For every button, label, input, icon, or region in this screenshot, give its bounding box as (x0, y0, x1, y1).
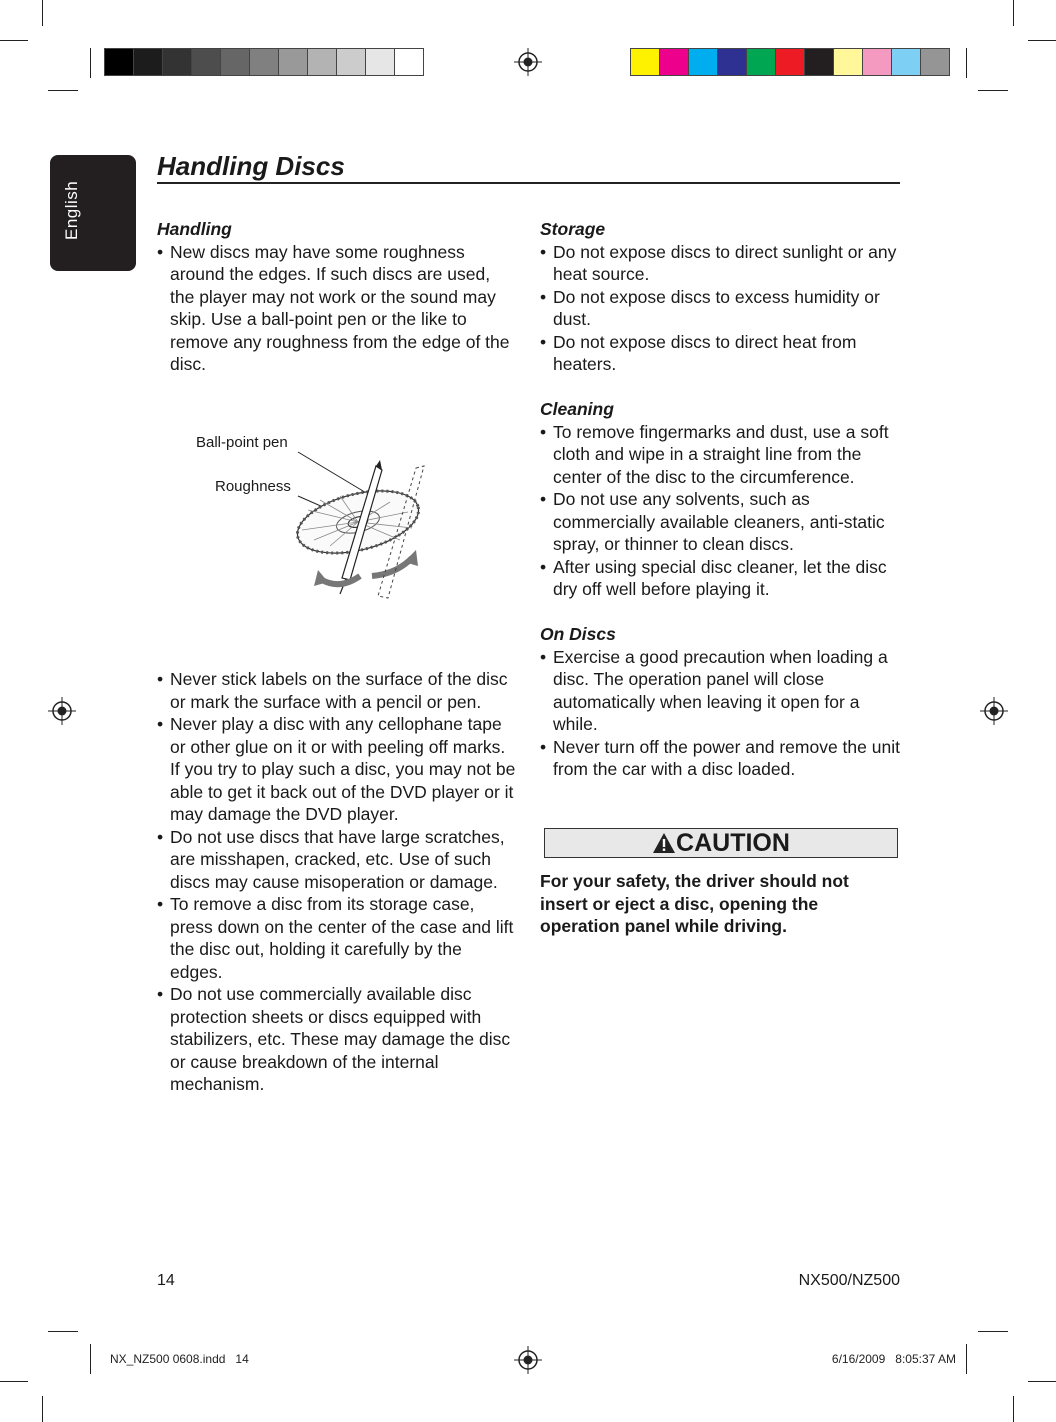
crop-mark (0, 40, 28, 41)
list-item: • Do not expose discs to excess humidity or dust. (540, 286, 900, 331)
caution-text: For your safety, the driver should not insert or eject a disc, opening the operation panel while driving. (540, 871, 849, 936)
list-item: • Never stick labels on the surface of the disc or mark the surface with a pencil or pen. (157, 668, 517, 713)
registration-mark-icon (48, 697, 76, 725)
list-item: • Do not use any solvents, such as commercially available cleaners, anti-static spray, or thinner to clean discs. (540, 488, 900, 556)
color-swatch (307, 48, 337, 76)
bullet-list (157, 241, 517, 376)
crop-mark (966, 1344, 967, 1374)
registration-mark-icon (514, 1346, 542, 1374)
model-name: NX500/NZ500 (798, 1272, 900, 1289)
file-slug: NX_NZ500 0608.indd 14 (110, 1352, 249, 1366)
crop-mark (48, 1331, 78, 1332)
section-heading: Storage (540, 219, 606, 239)
color-swatch (133, 48, 163, 76)
crop-mark (42, 1396, 43, 1422)
color-swatch (833, 48, 863, 76)
crop-mark (1013, 0, 1014, 26)
page-title: Handling Discs (157, 150, 900, 184)
list-item: • Exercise a good precaution when loading a disc. The operation panel will close automatically when leaving it open for a while. (540, 646, 900, 736)
color-swatch (336, 48, 366, 76)
disc-care-list (157, 668, 517, 1096)
color-swatch (191, 48, 221, 76)
caution-banner (544, 828, 898, 858)
color-swatch (862, 48, 892, 76)
list-item: • Do not expose discs to direct sunlight or any heat source. (540, 241, 900, 286)
right-column (540, 218, 900, 781)
color-swatch (688, 48, 718, 76)
disc-with-pen-drawing (190, 430, 450, 610)
bullet-list (157, 668, 517, 1096)
color-swatch (365, 48, 395, 76)
list-item: • New discs may have some roughness around the edges. If such discs are used, the player may not work or the sound may skip. Use a ball-point pen or the like to remove any roughness from the edge of the disc. (157, 241, 517, 376)
section-heading: Cleaning (540, 399, 614, 419)
color-swatch (717, 48, 747, 76)
bullet-list (540, 421, 900, 601)
section-heading: Handling (157, 219, 232, 239)
list-item: • Do not use discs that have large scratches, are misshapen, cracked, etc. Use of such discs may cause misoperation or damage. (157, 826, 517, 894)
caution-label: CAUTION (676, 828, 790, 857)
warning-triangle-icon (652, 832, 676, 854)
page-number: 14 (157, 1272, 175, 1289)
color-swatch (804, 48, 834, 76)
section-heading: On Discs (540, 624, 616, 644)
list-item: • To remove a disc from its storage case, press down on the center of the case and lift the disc out, holding it carefully by the edges. (157, 893, 517, 983)
list-item: • To remove fingermarks and dust, use a soft cloth and wipe in a straight line from the center of the disc to the circumference. (540, 421, 900, 489)
crop-mark (978, 1331, 1008, 1332)
bullet-list (540, 241, 900, 376)
language-tab-label: English (62, 180, 81, 240)
list-item: • After using special disc cleaner, let the disc dry off well before playing it. (540, 556, 900, 601)
crop-mark (978, 90, 1008, 91)
bullet-list (540, 646, 900, 781)
list-item: • Never turn off the power and remove the unit from the car with a disc loaded. (540, 736, 900, 781)
crop-mark (42, 0, 43, 26)
color-swatch (891, 48, 921, 76)
color-swatch (278, 48, 308, 76)
crop-mark (1028, 1381, 1056, 1382)
registration-mark-icon (980, 697, 1008, 725)
crop-mark (0, 1381, 28, 1382)
registration-mark-icon (514, 48, 542, 76)
list-item: • Do not expose discs to direct heat from heaters. (540, 331, 900, 376)
color-swatch (920, 48, 950, 76)
color-swatch (104, 48, 134, 76)
crop-mark (90, 1344, 91, 1374)
crop-mark (1013, 1396, 1014, 1422)
crop-mark (90, 48, 91, 78)
color-swatch (659, 48, 689, 76)
color-swatch (394, 48, 424, 76)
crop-mark (1028, 40, 1056, 41)
crop-mark (966, 48, 967, 78)
date-slug: 6/16/2009 8:05:37 AM (831, 1352, 956, 1366)
list-item: • Do not use commercially available disc protection sheets or discs equipped with stabilizers, etc. These may damage the disc or cause breakdown of the internal mechanism. (157, 983, 517, 1096)
disc-illustration (190, 430, 450, 610)
label-roughness: Roughness (215, 478, 291, 495)
list-item: • Never play a disc with any cellophane tape or other glue on it or with peeling off marks. If you try to play such a disc, you may not be able to get it back out of the DVD player or it may damage the DVD player. (157, 713, 517, 826)
crop-mark (48, 90, 78, 91)
color-swatch (746, 48, 776, 76)
color-swatch (220, 48, 250, 76)
label-ball-point-pen: Ball-point pen (196, 434, 288, 451)
color-swatch (162, 48, 192, 76)
handling-section (157, 218, 517, 376)
color-swatch (249, 48, 279, 76)
color-swatch (775, 48, 805, 76)
color-swatch (630, 48, 660, 76)
